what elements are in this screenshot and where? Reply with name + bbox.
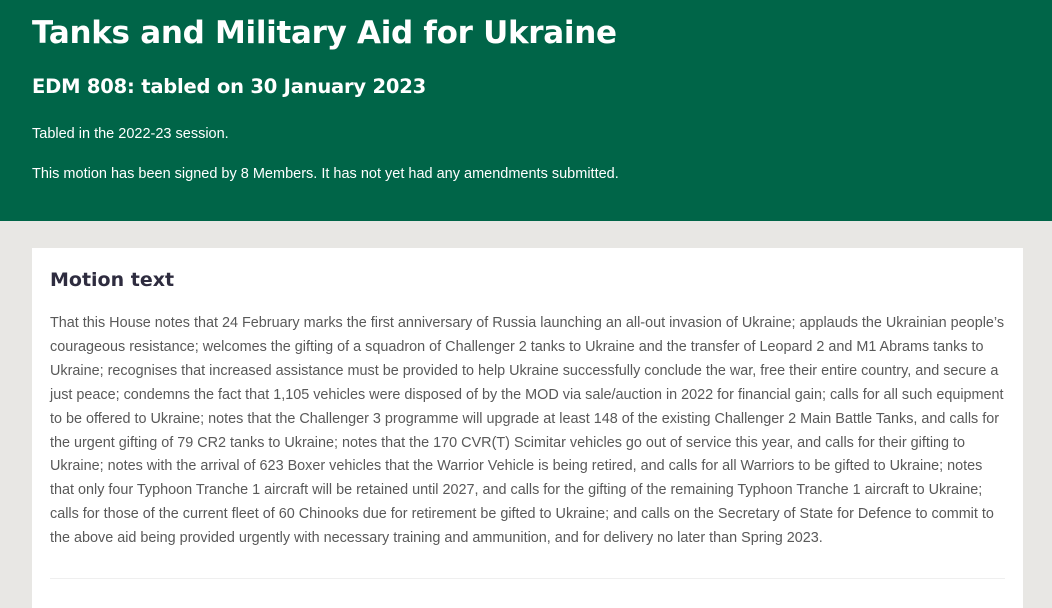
motion-text-heading: Motion text [50,269,175,291]
page-title: Tanks and Military Aid for Ukraine [32,15,617,51]
section-divider [50,578,1005,579]
motion-text-body: That this House notes that 24 February marks the first anniversary of Russia launching an all-out invasion of Ukraine; applauds the Ukrainian people’s courageous resistance; welcomes the gifting of a squadron of Challenger 2 tanks to Ukraine and the transfer of Leopard 2 and M1 Abrams tanks to Ukraine; recognises that increased assistance must be provided to help Ukraine successfully conclude the war, free their entire country, and secure a just peace; condemns the fact that 1,105 vehicles were disposed of by the MOD via sale/auction in 2022 for financial gain; calls for all such equipment to be offered to Ukraine; notes that the Challenger 3 programme will upgrade at least 148 of the existing Challenger 2 Main Battle Tanks, and calls for the urgent gifting of 79 CR2 tanks to Ukraine; notes that the 170 CVR(T) Scimitar vehicles go out of service this year, and calls for their gifting to Ukraine; notes with the arrival of 623 Boxer vehicles that the Warrior Vehicle is being retired, and calls for all Warriors to be gifted to Ukraine; notes that only four Typhoon Tranche 1 aircraft will be retained until 2027, and calls for the gifting of the remaining Typhoon Tranche 1 aircraft to Ukraine; calls for those of the current fleet of 60 Chinooks due for retirement be gifted to Ukraine; and calls on the Secretary of State for Defence to commit to the above aid being provided urgently with necessary training and ammunition, and for delivery no later than Spring 2023. [50,315,1005,547]
edm-subtitle: EDM 808: tabled on 30 January 2023 [32,75,427,98]
page-header [0,0,1052,221]
motion-card [32,248,1023,608]
session-info: Tabled in the 2022-23 session. [32,126,229,142]
signatures-info: This motion has been signed by 8 Members. It has not yet had any amendments submitted. [32,166,619,182]
